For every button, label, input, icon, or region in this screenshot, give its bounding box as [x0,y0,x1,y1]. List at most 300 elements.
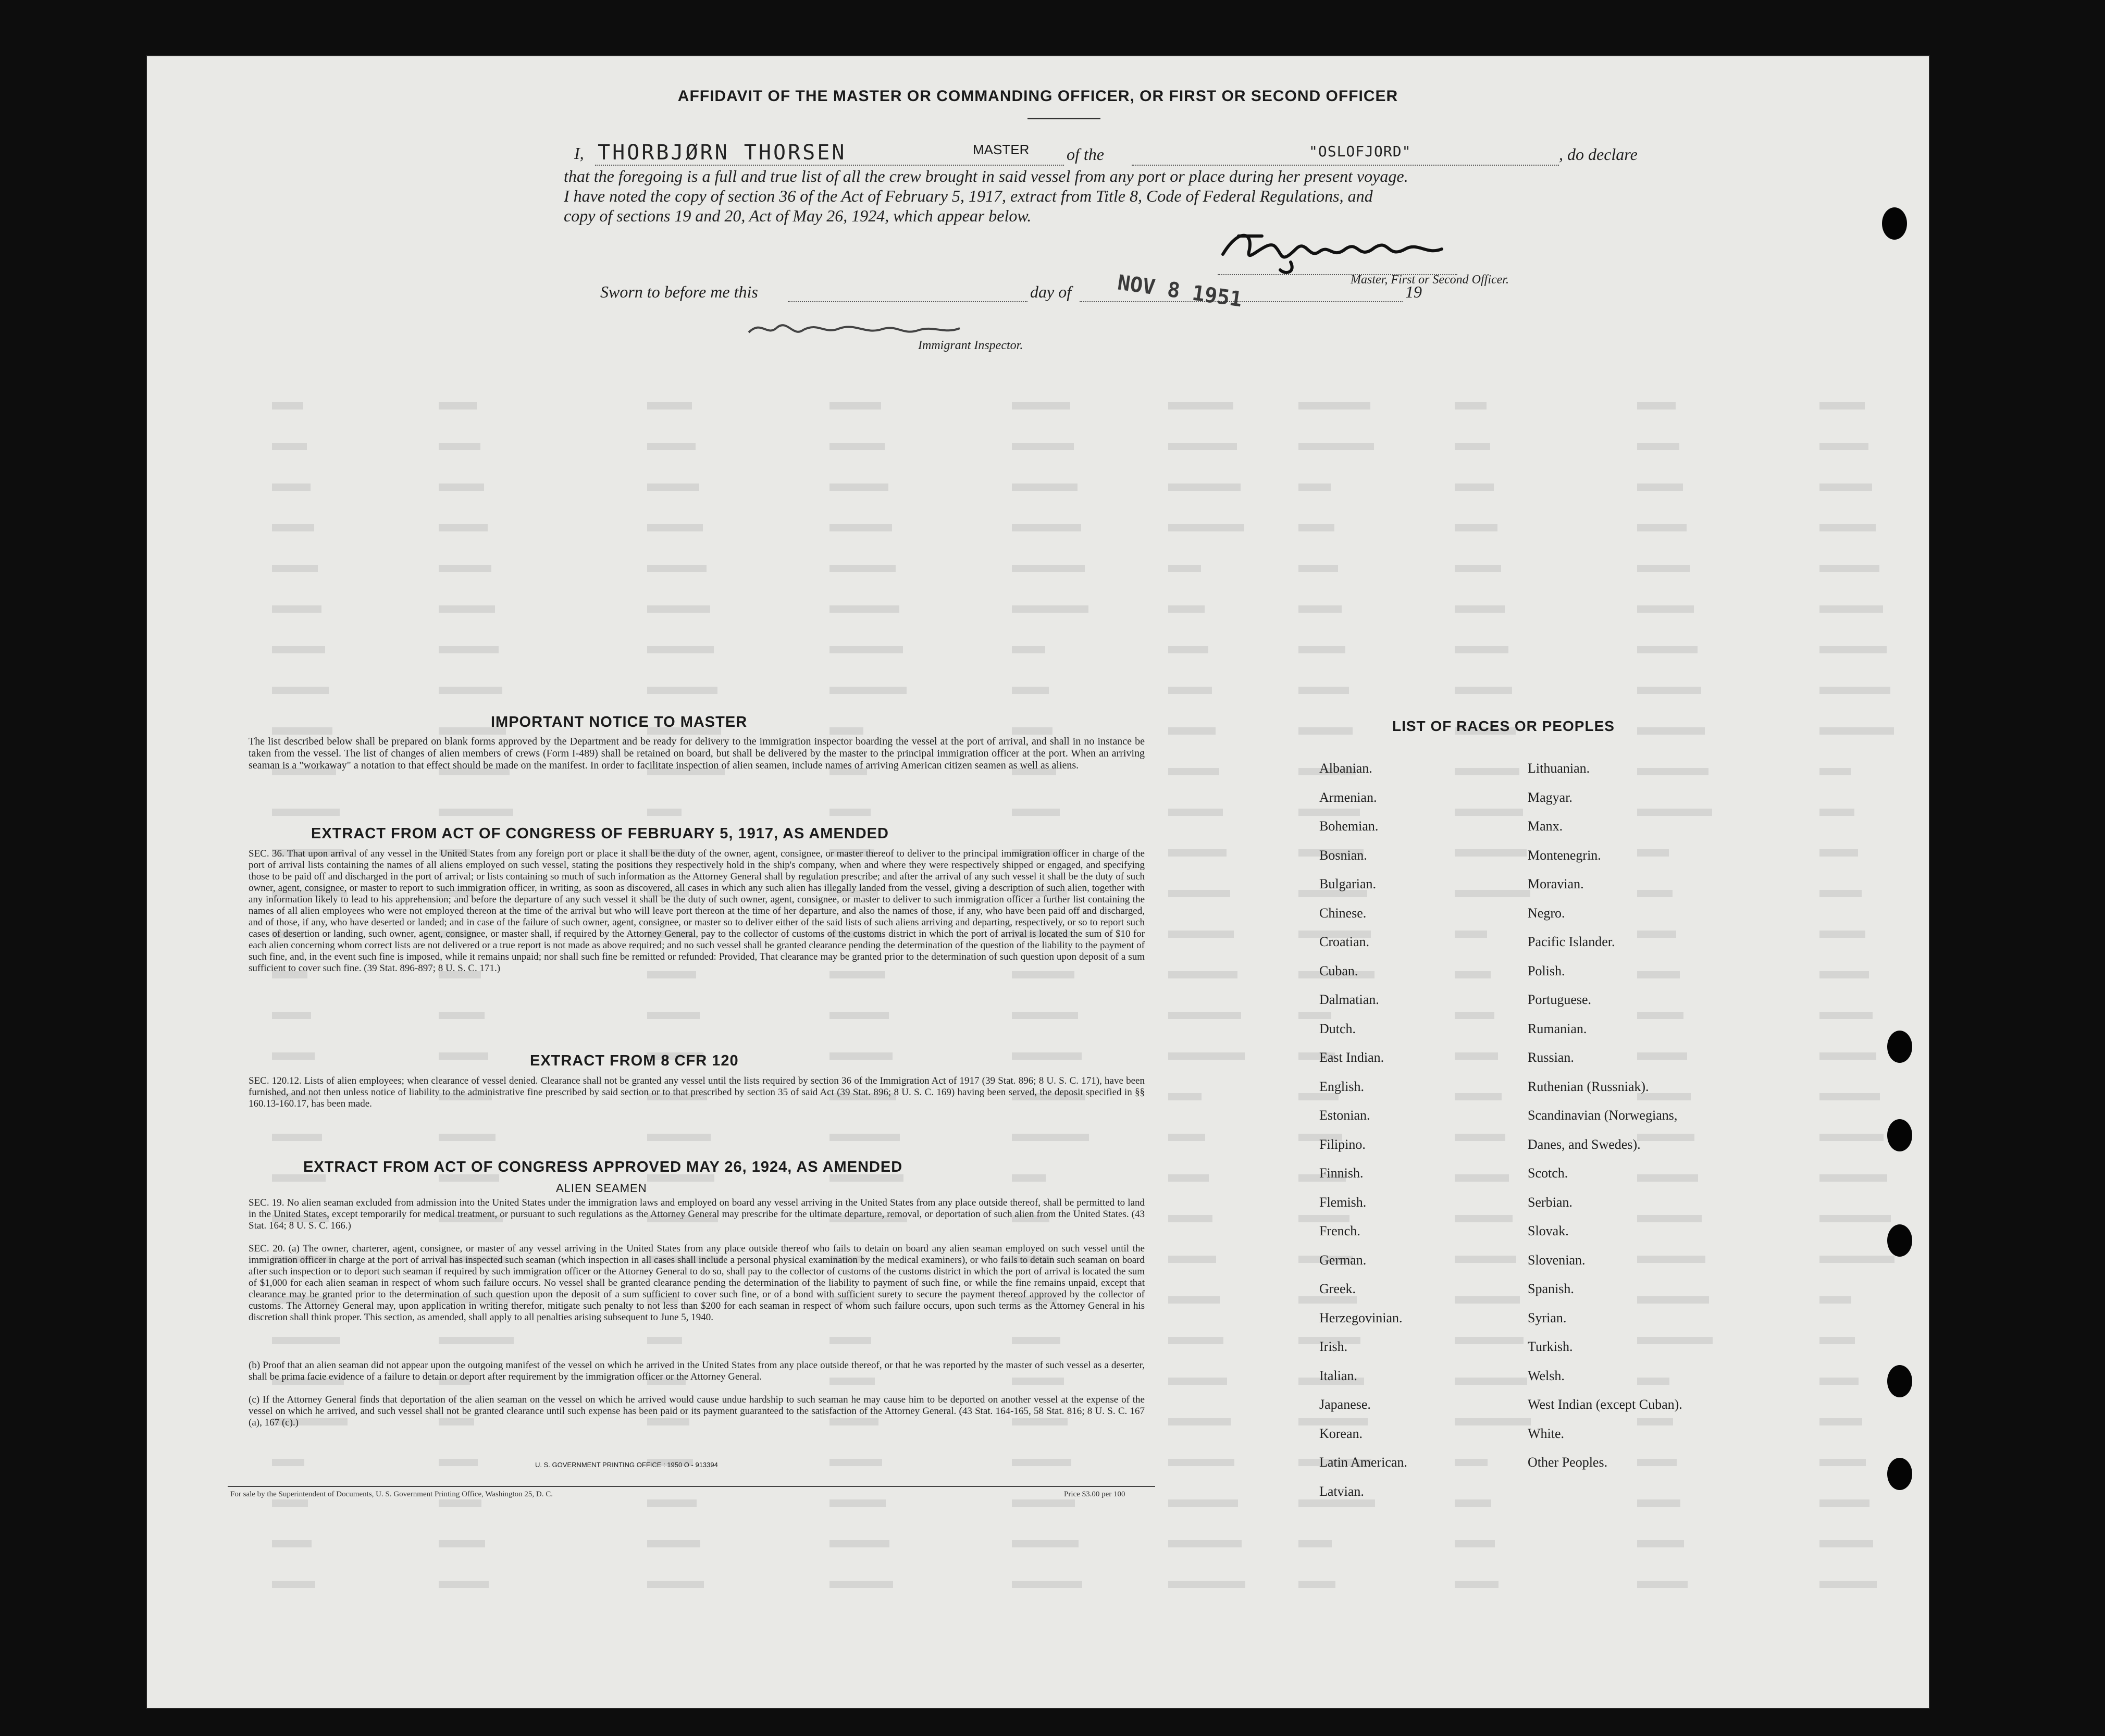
bleed-mark [272,1499,308,1507]
bleed-mark [829,565,896,572]
bleed-mark [1455,1581,1499,1588]
bleed-mark [1819,1012,1873,1019]
bleed-mark [829,1012,889,1019]
bleed-mark [829,1540,889,1547]
race-item: Latin American. [1319,1455,1407,1470]
bleed-mark [647,1499,697,1507]
bleed-mark [1455,931,1487,938]
punch-hole [1887,1224,1912,1257]
bleed-mark [1637,1256,1705,1263]
bleed-mark [1012,1052,1082,1060]
bleed-mark [829,1134,900,1141]
declaration-line-2: that the foregoing is a full and true list of all the crew brought in said vessel from any port or place during her present voyage. [564,167,1408,185]
bleed-mark [1168,1134,1205,1141]
bleed-mark [439,524,488,531]
bleed-mark [1637,1459,1677,1466]
bleed-mark [1819,1378,1859,1385]
bleed-mark [647,443,696,450]
of-the: of the [1067,145,1104,164]
bleed-mark [1168,687,1212,694]
bleed-mark [272,687,329,694]
bleed-mark [647,1337,682,1344]
bleed-mark [647,1012,700,1019]
bleed-mark [1637,1499,1680,1507]
bleed-mark [1012,605,1088,613]
master-word: MASTER [973,142,1030,157]
bleed-mark [1298,1540,1332,1547]
bleed-mark [1168,646,1208,653]
bleed-mark [1819,931,1865,938]
notice-text: The list described below shall be prepared on blank forms approved by the Department and be ready for delivery to the immigration inspector boarding the vessel at the port of arrival, and shall in no instance be taken from the vessel. The list of changes of alien members of crews (Form I-489) shall be retained on board, but shall be delivered by the master to the principal immigration officer at the port. When an arriving seaman is a "workaway" a notation to that effect should be made on the manifest. In order to facilitate inspection of alien seamen, include names of arriving American citizen seamen as well as aliens. [249,736,1145,771]
race-item: Lithuanian. [1528,761,1590,776]
bleed-mark [1637,1052,1687,1060]
bleed-mark [1012,524,1081,531]
race-item: German. [1319,1252,1367,1268]
bleed-mark [1012,1581,1082,1588]
bleed-mark [1637,646,1698,653]
year-prefix: 19 [1405,282,1422,301]
bleed-mark [1637,849,1669,857]
bleed-row [178,557,1918,589]
bleed-mark [1637,483,1683,491]
bleed-mark [272,1540,312,1547]
bleed-mark [1637,1296,1709,1304]
race-item: Finnish. [1319,1165,1364,1181]
bleed-row [178,395,1918,426]
bleed-mark [439,1134,496,1141]
bleed-row [178,1330,1918,1361]
race-item: Negro. [1528,905,1565,921]
bleed-mark [272,1134,322,1141]
bleed-mark [1455,1337,1524,1344]
bleed-mark [829,1499,886,1507]
bleed-mark [1819,1418,1862,1425]
bleed-mark [1637,1337,1713,1344]
signature-label: Master, First or Second Officer. [1351,273,1509,287]
race-item: Italian. [1319,1368,1357,1383]
bleed-mark [1455,1215,1513,1222]
bleed-mark [1819,727,1894,735]
bleed-mark [1168,1093,1202,1100]
bleed-mark [1168,727,1216,735]
bleed-mark [439,687,502,694]
sworn-text: Sworn to before me this [600,282,758,301]
bleed-mark [1819,1134,1884,1141]
bleed-mark [1455,1540,1495,1547]
punch-hole [1887,1365,1912,1397]
bleed-mark [1012,1499,1075,1507]
bleed-mark [1455,971,1491,978]
bleed-mark [1455,1459,1488,1466]
bleed-mark [1168,565,1201,572]
bleed-mark [439,1499,481,1507]
bleed-mark [1819,443,1868,450]
bleed-row [178,639,1918,670]
bleed-mark [1012,646,1045,653]
race-item: Ruthenian (Russniak). [1528,1078,1649,1094]
bleed-mark [1012,443,1074,450]
bleed-mark [1012,402,1070,410]
bleed-mark [1819,483,1872,491]
bleed-mark [1455,768,1519,775]
bleed-mark [1298,1296,1357,1304]
bleed-row [178,1533,1918,1564]
bleed-mark [1637,1378,1669,1385]
bleed-mark [272,646,325,653]
date-stamp: NOV 8 1951 [1116,270,1244,312]
bleed-mark [1819,1581,1877,1588]
race-item: Korean. [1319,1425,1363,1441]
day-of: day of [1030,282,1072,301]
bleed-mark [1298,1418,1368,1425]
bleed-mark [647,605,710,613]
bleed-mark [1637,768,1708,775]
bleed-mark [1012,565,1085,572]
race-item: East Indian. [1319,1050,1384,1065]
race-item: Irish. [1319,1339,1348,1354]
bleed-mark [1455,1174,1509,1182]
title-rule [1027,118,1100,119]
bleed-mark [1168,1459,1234,1466]
bleed-mark [1012,1012,1078,1019]
bleed-mark [1819,687,1890,694]
bleed-mark [1012,483,1078,491]
bleed-mark [1455,1296,1520,1304]
bleed-mark [1298,1581,1335,1588]
bleed-mark [272,483,311,491]
bleed-mark [1819,1256,1894,1263]
bleed-mark [1819,1459,1866,1466]
bleed-mark [647,402,692,410]
bleed-mark [272,1052,315,1060]
bleed-mark [1819,1093,1880,1100]
notice-heading: IMPORTANT NOTICE TO MASTER [491,714,748,730]
bleed-mark [1819,1174,1887,1182]
extract-cfr-heading: EXTRACT FROM 8 CFR 120 [530,1052,739,1069]
race-item: Turkish. [1528,1339,1573,1354]
bleed-row [178,1126,1918,1158]
race-item: Bulgarian. [1319,876,1377,891]
race-item: Welsh. [1528,1368,1565,1383]
bleed-mark [1455,1093,1502,1100]
bleed-mark [647,1581,704,1588]
bleed-mark [829,402,881,410]
race-item: Rumanian. [1528,1021,1587,1036]
race-item: Filipino. [1319,1136,1366,1152]
race-item: West Indian (except Cuban). [1528,1397,1682,1412]
race-item: Manx. [1528,819,1563,834]
bleed-row [178,436,1918,467]
bleed-mark [1819,402,1865,410]
bleed-mark [1455,1134,1505,1141]
bleed-mark [1455,687,1512,694]
affidavit-title: AFFIDAVIT OF THE MASTER OR COMMANDING OFFICER, OR FIRST OR SECOND OFFICER [677,88,1398,105]
race-item: Croatian. [1319,934,1370,949]
bleed-mark [272,1459,304,1466]
pronoun: I, [574,144,584,163]
race-item: Greek. [1319,1281,1356,1296]
bleed-mark [1298,402,1370,410]
name-line [595,165,1064,166]
bleed-mark [272,402,303,410]
race-item: Moravian. [1528,876,1584,891]
punch-hole [1882,207,1907,240]
extract-1917-text: SEC. 36. That upon arrival of any vessel in the United States from any foreign port or place it shall be the duty of the owner, agent, consignee, or master thereof to deliver to the principal immigration officer in charge of the port of arrival lists containing the names of all aliens employed on such vessel, stating the positions they respectively hold in the ship's company, when and where they were respectively shipped or engaged, and specifying those to be paid off and discharged in the port of arrival; or lists containing so much of such information as the Attorney General shall by regulation prescribe; and after the arrival of any such vessel it shall be the duty of such owner, agent, consignee, or master to report to such immigration officer, in writing, as soon as discovered, all cases in which any such alien has illegally landed from the vessel, giving a description of such alien, together with any information likely to lead to his apprehension; and before the departure of any such vessel it shall be the duty of such owner, agent, consignee, or master to deliver to such immigration officer a further list containing the names of all alien employees who were not employed thereon at the time of the arrival but who will leave port thereon at the time of her departure, and also the names of those, if any, who have been paid off and discharged, and of those, if any, who have deserted or landed; and in case of the failure of such owner, agent, consignee, or master so to deliver either of the said lists of such aliens arriving and departing, respectively, or so to report such cases of desertion or landing, such owner, agent, consignee, or master shall, if required by the Attorney General, pay to the collector of customs of the customs district in which the port of arrival is located the sum of $10 for each alien concerning whom correct lists are not delivered or a true report is not made as above required; and no such vessel shall be granted clearance pending the determination of the question of the liability to the payment of such fine, and, in the event such fine is imposed, while it remains unpaid; nor shall such fine be remitted or refunded: Provided, That clearance may be granted prior to the determination of such question upon deposit of a sum sufficient to cover such fine. (39 Stat. 896-897; 8 U. S. C. 171.) [249,848,1145,974]
sec-20c-text: (c) If the Attorney General finds that deportation of the alien seaman on the vessel on which he arrived would cause undue hardship to such seaman he may cause him to be deported on another vessel at the expense of the vessel on which he arrived, and such vessel shall not be granted clearance until such expense has been paid or its payment guaranteed to the satisfaction of the Attorney General. (43 Stat. 164-165, 58 Stat. 816; 8 U. S. C. 167 (a), 167 (c).) [249,1394,1145,1428]
bleed-mark [1012,1134,1089,1141]
bleed-mark [1298,443,1374,450]
bleed-mark [1168,1581,1245,1588]
bleed-mark [829,524,892,531]
bleed-mark [1455,605,1505,613]
bleed-mark [1455,1499,1491,1507]
bleed-mark [272,605,321,613]
bleed-mark [1819,809,1854,816]
bleed-mark [1168,1215,1212,1222]
extract-1924-heading: EXTRACT FROM ACT OF CONGRESS APPROVED MAY 26, 1924, AS AMENDED [303,1159,903,1175]
master-name: THORBJØRN THORSEN [598,141,847,165]
footer-sale-note: For sale by the Superintendent of Documents, U. S. Government Printing Office, Washington 25, D. C. [230,1490,553,1498]
bleed-mark [439,443,480,450]
sworn-day-line [788,301,1027,302]
bleed-mark [1012,727,1052,735]
bleed-mark [272,1012,311,1019]
race-item: Dalmatian. [1319,992,1379,1007]
race-item: Chinese. [1319,905,1367,921]
race-item: Serbian. [1528,1194,1572,1210]
bleed-mark [647,565,707,572]
bleed-mark [439,809,513,816]
bleed-mark [439,1337,514,1344]
bleed-mark [1455,1418,1531,1425]
bleed-mark [439,1012,485,1019]
bleed-mark [272,1337,340,1344]
bleed-mark [1819,1540,1873,1547]
bleed-mark [439,483,484,491]
bleed-mark [1168,524,1244,531]
bleed-mark [1637,565,1690,572]
bleed-mark [1168,1337,1223,1344]
bleed-row [178,1573,1918,1605]
race-item: Dutch. [1319,1021,1356,1036]
race-item: Slovak. [1528,1223,1569,1238]
bleed-mark [1298,1499,1375,1507]
bleed-mark [1012,809,1060,816]
declaration-line-4: copy of sections 19 and 20, Act of May 26, 1924, which appear below. [564,206,1032,225]
sec-20b-text: (b) Proof that an alien seaman did not appear upon the outgoing manifest of the vessel on which he arrived in the United States from any place outside thereof, or that he was reported by the master of such vessel as a deserter, shall be prima facie evidence of a failure to detain or deport after requirement by the immigration officer or the Attorney General. [249,1360,1145,1382]
race-item: Spanish. [1528,1281,1574,1296]
race-item: Danes, and Swedes). [1528,1136,1641,1152]
bleed-mark [829,727,863,735]
bleed-mark [1455,809,1523,816]
race-item: English. [1319,1078,1364,1094]
race-item: Russian. [1528,1050,1574,1065]
bleed-mark [1637,605,1694,613]
bleed-mark [1819,1215,1891,1222]
bleed-mark [1012,1459,1071,1466]
bleed-mark [439,565,491,572]
sec-19-text: SEC. 19. No alien seaman excluded from admission into the United States under the immigration laws and employed on board any vessel arriving in the United States from any place outside thereof, shall be permitted to land in the United States, except temporarily for medical treatment, or pursuant to such regulations as the Attorney General may prescribe for the ultimate departure, removal, or deportation of such alien from the United States. (43 Stat. 164; 8 U. S. C. 166.) [249,1197,1145,1231]
bleed-mark [439,646,499,653]
bleed-mark [439,1581,489,1588]
bleed-mark [1455,1012,1494,1019]
bleed-mark [1455,524,1497,531]
bleed-mark [272,565,318,572]
bleed-mark [1168,1378,1227,1385]
bleed-mark [1168,768,1219,775]
bleed-mark [829,687,907,694]
race-item: Polish. [1528,963,1565,978]
bleed-mark [1168,402,1233,410]
bleed-mark [1298,809,1360,816]
bleed-mark [1012,1540,1079,1547]
bleed-mark [829,1052,893,1060]
bleed-mark [439,1459,478,1466]
bleed-mark [1637,1012,1683,1019]
race-item: Slovenian. [1528,1252,1586,1268]
bleed-mark [272,809,340,816]
bleed-row [178,679,1918,711]
bleed-mark [1637,1540,1684,1547]
race-item: Syrian. [1528,1310,1567,1325]
bleed-mark [829,809,871,816]
bleed-mark [1455,565,1501,572]
bleed-mark [1819,605,1883,613]
bleed-mark [1455,890,1530,897]
affidavit-page [147,56,1929,1708]
vessel-line [1132,165,1559,166]
bleed-mark [1637,1174,1698,1182]
bleed-row [178,1045,1918,1076]
race-item: Cuban. [1319,963,1358,978]
alien-seamen-subheading: ALIEN SEAMEN [556,1182,647,1195]
bleed-mark [1637,524,1687,531]
bleed-mark [647,524,703,531]
bleed-mark [1168,1540,1242,1547]
bleed-mark [829,1459,882,1466]
bleed-mark [1455,1052,1498,1060]
bleed-mark [1819,971,1869,978]
bleed-mark [1298,687,1349,694]
bleed-mark [1455,483,1494,491]
extract-1917-heading: EXTRACT FROM ACT OF CONGRESS OF FEBRUARY 5, 1917, AS AMENDED [311,825,889,842]
race-item: Armenian. [1319,789,1377,805]
bleed-mark [1637,402,1676,410]
bleed-mark [647,1540,700,1547]
bleed-mark [1455,646,1508,653]
race-item: Japanese. [1319,1397,1371,1412]
bleed-mark [272,524,314,531]
race-item: Albanian. [1319,761,1372,776]
bleed-mark [1637,1418,1673,1425]
bleed-mark [1819,1052,1876,1060]
bleed-mark [1637,971,1680,978]
bleed-mark [272,443,307,450]
bleed-mark [1168,483,1241,491]
bleed-mark [1012,1337,1060,1344]
inspector-label: Immigrant Inspector. [918,339,1023,352]
bleed-mark [829,443,885,450]
bleed-mark [1819,768,1851,775]
bleed-mark [1455,443,1490,450]
vessel-name: "OSLOFJORD" [1309,143,1411,160]
sec-20a-text: SEC. 20. (a) The owner, charterer, agent, consignee, or master of any vessel arriving in the United States from any place outside thereof who fails to detain on board any alien seaman employed on such vessel until the immigration officer in charge at the port of arrival has inspected such seaman (which inspection in all cases shall include a personal physical examination by the medical examiners), or who fails to detain such seaman on board after such inspection or to deport such seaman if required by such immigration officer or the Attorney General to do so, shall pay to the collector of customs of the customs district in which the port of arrival is located the sum of $1,000 for each alien seaman in respect of whom such failure occurs. No vessel shall be granted clearance pending the determination of the liability to payment of such fine, or while the fine remains unpaid, except that clearance may be granted prior to the determination of such question upon the deposit of a sum sufficient to cover such fine, or of a bond with sufficient surety to secure the payment thereof approved by the collector of customs. The Attorney General may, upon application in writing therefor, mitigate such penalty to not less than $200 for each seaman in respect of whom such failure occurs, upon such terms as the Attorney General in his discretion shall think proper. This section, as amended, shall apply to all penalties arising subsequent to June 5, 1940. [249,1243,1145,1323]
bleed-mark [1819,1337,1855,1344]
bleed-mark [829,483,888,491]
bleed-mark [1819,524,1876,531]
bleed-mark [439,1052,488,1060]
race-item: Bosnian. [1319,847,1367,863]
bleed-mark [1168,443,1237,450]
race-item: Latvian. [1319,1483,1364,1499]
bleed-row [178,1452,1918,1483]
race-item: Other Peoples. [1528,1455,1608,1470]
bleed-mark [272,727,332,735]
bleed-mark [1168,1012,1241,1019]
race-item: Estonian. [1319,1108,1370,1123]
bleed-mark [1637,931,1676,938]
bleed-mark [1637,809,1712,816]
bleed-row [178,517,1918,548]
bleed-row [178,598,1918,629]
bleed-mark [647,809,682,816]
bleed-mark [1168,1296,1220,1304]
race-item: Magyar. [1528,789,1572,805]
bleed-mark [1298,524,1334,531]
bleed-mark [1168,1256,1216,1263]
bleed-mark [647,687,717,694]
bleed-mark [1298,565,1338,572]
extract-cfr-text: SEC. 120.12. Lists of alien employees; when clearance of vessel denied. Clearance shall not be granted any vessel until the lists required by section 36 of the Immigration Act of 1917 (39 Stat. 896; 8 U. S. C. 171), have been furnished, and not then unless notice of liability to the administrative fine prescribed by said section or to that prescribed by section 35 of said Act (39 Stat. 896; 8 U. S. C. 169) having been served, the deposit specified in §§ 160.13-160.17, has been made. [249,1075,1145,1109]
race-item: French. [1319,1223,1360,1238]
race-item: Scandinavian (Norwegians, [1528,1108,1678,1123]
race-item: Bohemian. [1319,819,1379,834]
bleed-mark [647,483,699,491]
bleed-mark [1168,931,1234,938]
race-item: Scotch. [1528,1165,1568,1181]
bleed-mark [829,1581,893,1588]
bleed-mark [1637,1215,1702,1222]
bleed-mark [647,1134,711,1141]
bleed-mark [1637,1134,1694,1141]
bleed-mark [1455,1378,1527,1385]
do-declare: , do declare [1559,145,1638,164]
bleed-mark [1012,687,1049,694]
bleed-mark [1455,1256,1516,1263]
bleed-mark [1637,727,1705,735]
bleed-mark [1168,849,1227,857]
bleed-mark [1168,605,1205,613]
bleed-mark [439,605,495,613]
race-item: Pacific Islander. [1528,934,1615,949]
gpo-imprint: U. S. GOVERNMENT PRINTING OFFICE : 1950 O - 913394 [535,1461,718,1469]
bleed-row [178,1005,1918,1036]
bleed-mark [829,646,903,653]
bleed-mark [1298,483,1331,491]
bleed-mark [647,646,714,653]
bleed-mark [1819,1296,1851,1304]
bleed-mark [1819,1499,1869,1507]
bleed-mark [1298,1012,1331,1019]
master-signature [1218,223,1463,280]
bleed-mark [1637,1581,1688,1588]
bleed-mark [1012,1174,1046,1182]
bleed-mark [1637,687,1701,694]
bleed-mark [1298,646,1345,653]
bleed-mark [1819,565,1879,572]
bleed-mark [829,1337,871,1344]
bleed-mark [1168,1174,1209,1182]
